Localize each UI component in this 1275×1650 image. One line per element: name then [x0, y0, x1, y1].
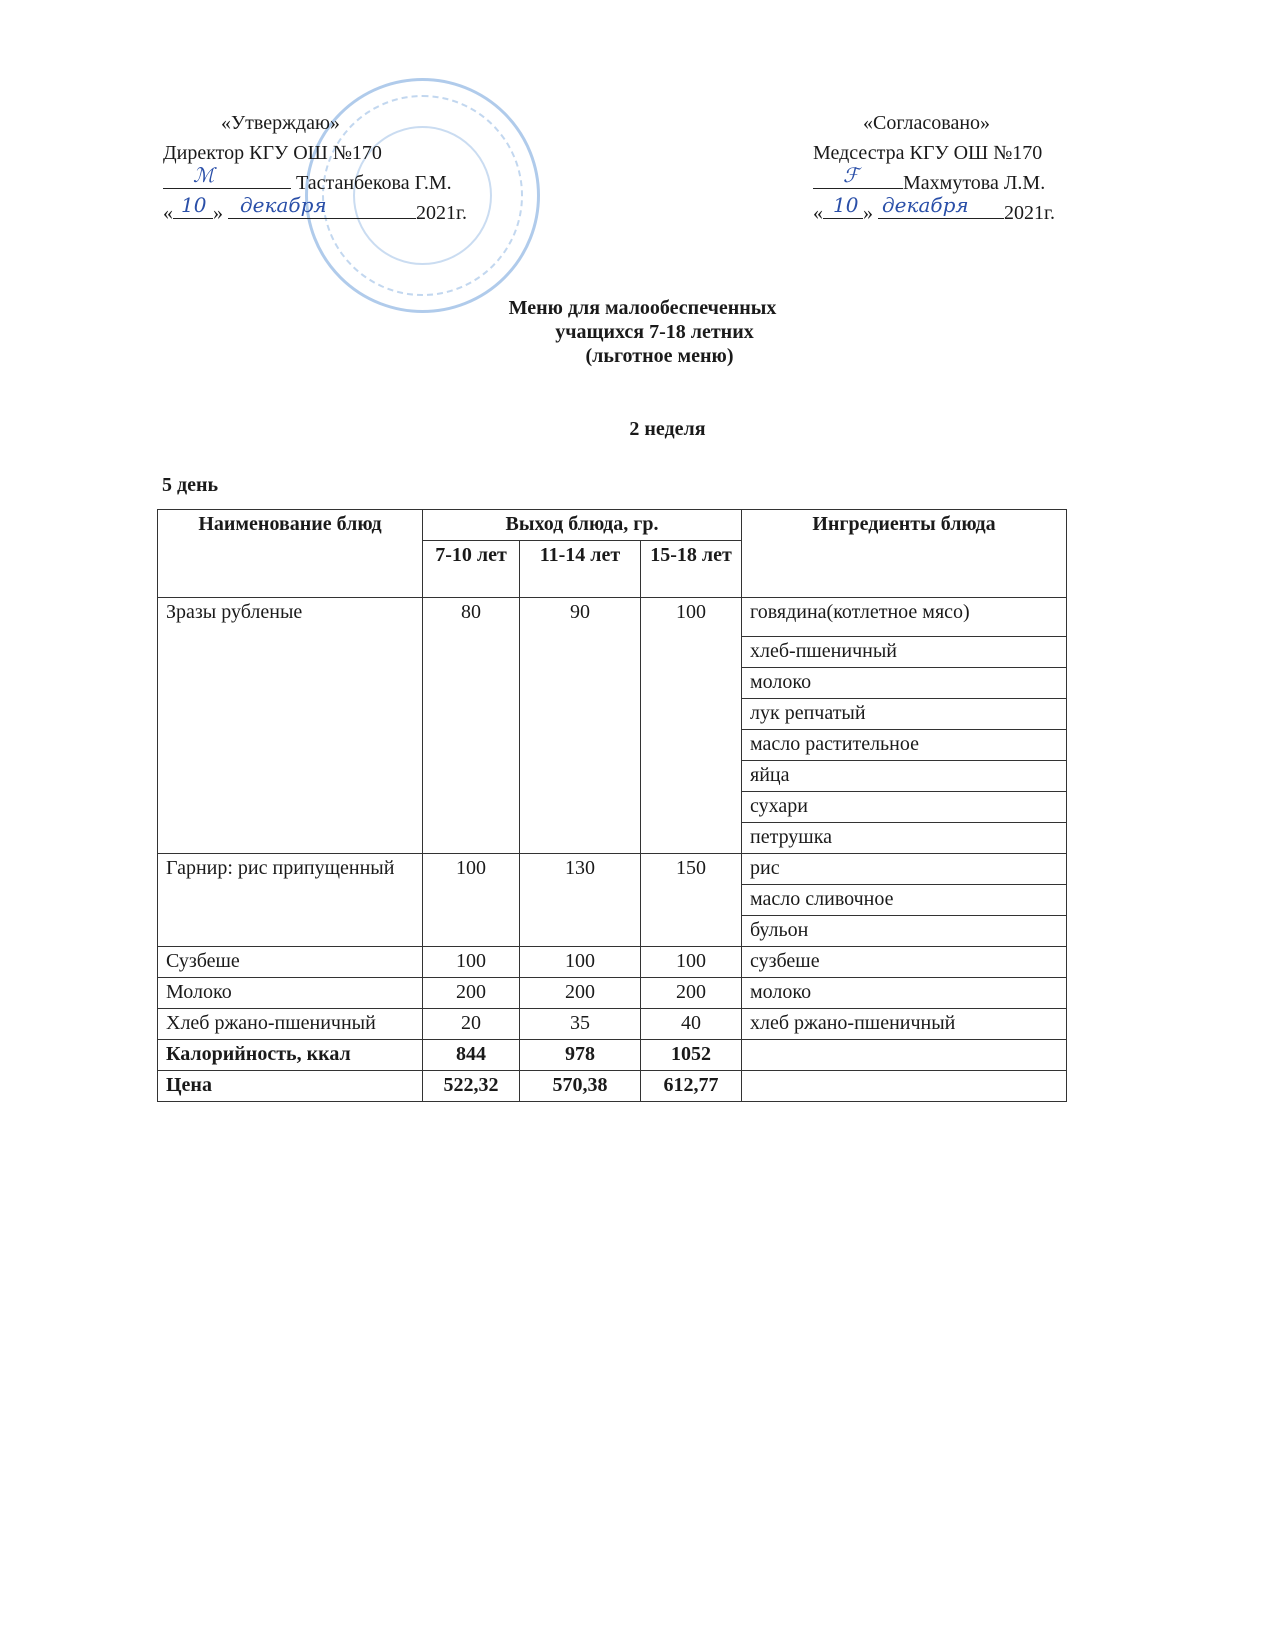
- table-header-row: [158, 510, 1067, 541]
- table-row: [158, 978, 1067, 1009]
- table-row: [158, 854, 1067, 885]
- calories-empty: [742, 1040, 1067, 1071]
- approval-day: 10: [181, 193, 207, 217]
- ingredient: масло сливочное: [742, 885, 1067, 916]
- approval-year: 2021г.: [416, 202, 467, 224]
- approval-heading: «Утверждаю»: [221, 112, 340, 134]
- yield-11-14: 100: [520, 947, 641, 978]
- dish-name: Гарнир: рис припущенный: [158, 854, 423, 947]
- table-row: [158, 947, 1067, 978]
- yield-11-14: 130: [520, 854, 641, 947]
- yield-11-14: 35: [520, 1009, 641, 1040]
- agreement-date: « 10 » декабря 2021г.: [813, 198, 1055, 228]
- approval-month: декабря: [240, 193, 327, 217]
- calories-11-14: 978: [520, 1040, 641, 1071]
- header-age-7-10: 7-10 лет: [423, 541, 520, 598]
- table-row: [158, 598, 1067, 637]
- approval-position: Директор КГУ ОШ №170: [163, 142, 382, 164]
- yield-7-10: 20: [423, 1009, 520, 1040]
- week-label: 2 неделя: [629, 418, 706, 440]
- signature-icon: ℳ: [163, 170, 291, 189]
- dish-name: Зразы рубленые: [158, 598, 423, 854]
- header-dish: Наименование блюд: [158, 510, 423, 598]
- document-title-line1: Меню для малообеспеченных: [508, 297, 777, 319]
- table-row: [158, 1009, 1067, 1040]
- ingredient: яйца: [742, 761, 1067, 792]
- price-row: [158, 1071, 1067, 1102]
- agreement-day: 10: [833, 193, 859, 217]
- yield-15-18: 150: [641, 854, 742, 947]
- signature-icon: ℱ: [813, 170, 903, 189]
- agreement-block: [813, 108, 1055, 228]
- header-age-11-14: 11-14 лет: [520, 541, 641, 598]
- calories-15-18: 1052: [641, 1040, 742, 1071]
- menu-table: [157, 509, 1067, 1102]
- agreement-month: декабря: [882, 193, 969, 217]
- yield-7-10: 80: [423, 598, 520, 854]
- calories-7-10: 844: [423, 1040, 520, 1071]
- agreement-position: Медсестра КГУ ОШ №170: [813, 142, 1043, 164]
- approval-date: « 10 » декабря 2021г.: [163, 198, 467, 228]
- yield-7-10: 200: [423, 978, 520, 1009]
- price-11-14: 570,38: [520, 1071, 641, 1102]
- price-label: Цена: [158, 1071, 423, 1102]
- calories-label: Калорийность, ккал: [158, 1040, 423, 1071]
- dish-name: Хлеб ржано-пшеничный: [158, 1009, 423, 1040]
- ingredient: лук репчатый: [742, 699, 1067, 730]
- ingredient: молоко: [742, 978, 1067, 1009]
- price-7-10: 522,32: [423, 1071, 520, 1102]
- ingredient: хлеб-пшеничный: [742, 637, 1067, 668]
- agreement-heading: «Согласовано»: [863, 112, 991, 134]
- yield-7-10: 100: [423, 854, 520, 947]
- document-title-line3: (льготное меню): [585, 345, 734, 367]
- agreement-name: Махмутова Л.М.: [903, 172, 1046, 194]
- price-empty: [742, 1071, 1067, 1102]
- header-ingredients: Ингредиенты блюда: [742, 510, 1067, 598]
- yield-15-18: 100: [641, 947, 742, 978]
- yield-11-14: 200: [520, 978, 641, 1009]
- document-title-line2: учащихся 7-18 летних: [555, 321, 754, 343]
- price-15-18: 612,77: [641, 1071, 742, 1102]
- ingredient: масло растительное: [742, 730, 1067, 761]
- approval-name: Тастанбекова Г.М.: [296, 172, 452, 194]
- yield-15-18: 100: [641, 598, 742, 854]
- ingredient: молоко: [742, 668, 1067, 699]
- day-label: 5 день: [162, 474, 219, 496]
- dish-name: Молоко: [158, 978, 423, 1009]
- dish-name: Сузбеше: [158, 947, 423, 978]
- ingredient: сузбеше: [742, 947, 1067, 978]
- calories-row: [158, 1040, 1067, 1071]
- ingredient: петрушка: [742, 823, 1067, 854]
- ingredient: хлеб ржано-пшеничный: [742, 1009, 1067, 1040]
- ingredient: рис: [742, 854, 1067, 885]
- header-age-15-18: 15-18 лет: [641, 541, 742, 598]
- ingredient: сухари: [742, 792, 1067, 823]
- yield-15-18: 40: [641, 1009, 742, 1040]
- ingredient: бульон: [742, 916, 1067, 947]
- approval-block: [163, 108, 467, 228]
- yield-7-10: 100: [423, 947, 520, 978]
- header-yield: Выход блюда, гр.: [423, 510, 742, 541]
- yield-11-14: 90: [520, 598, 641, 854]
- ingredient: говядина(котлетное мясо): [742, 598, 1067, 637]
- agreement-year: 2021г.: [1004, 202, 1055, 224]
- yield-15-18: 200: [641, 978, 742, 1009]
